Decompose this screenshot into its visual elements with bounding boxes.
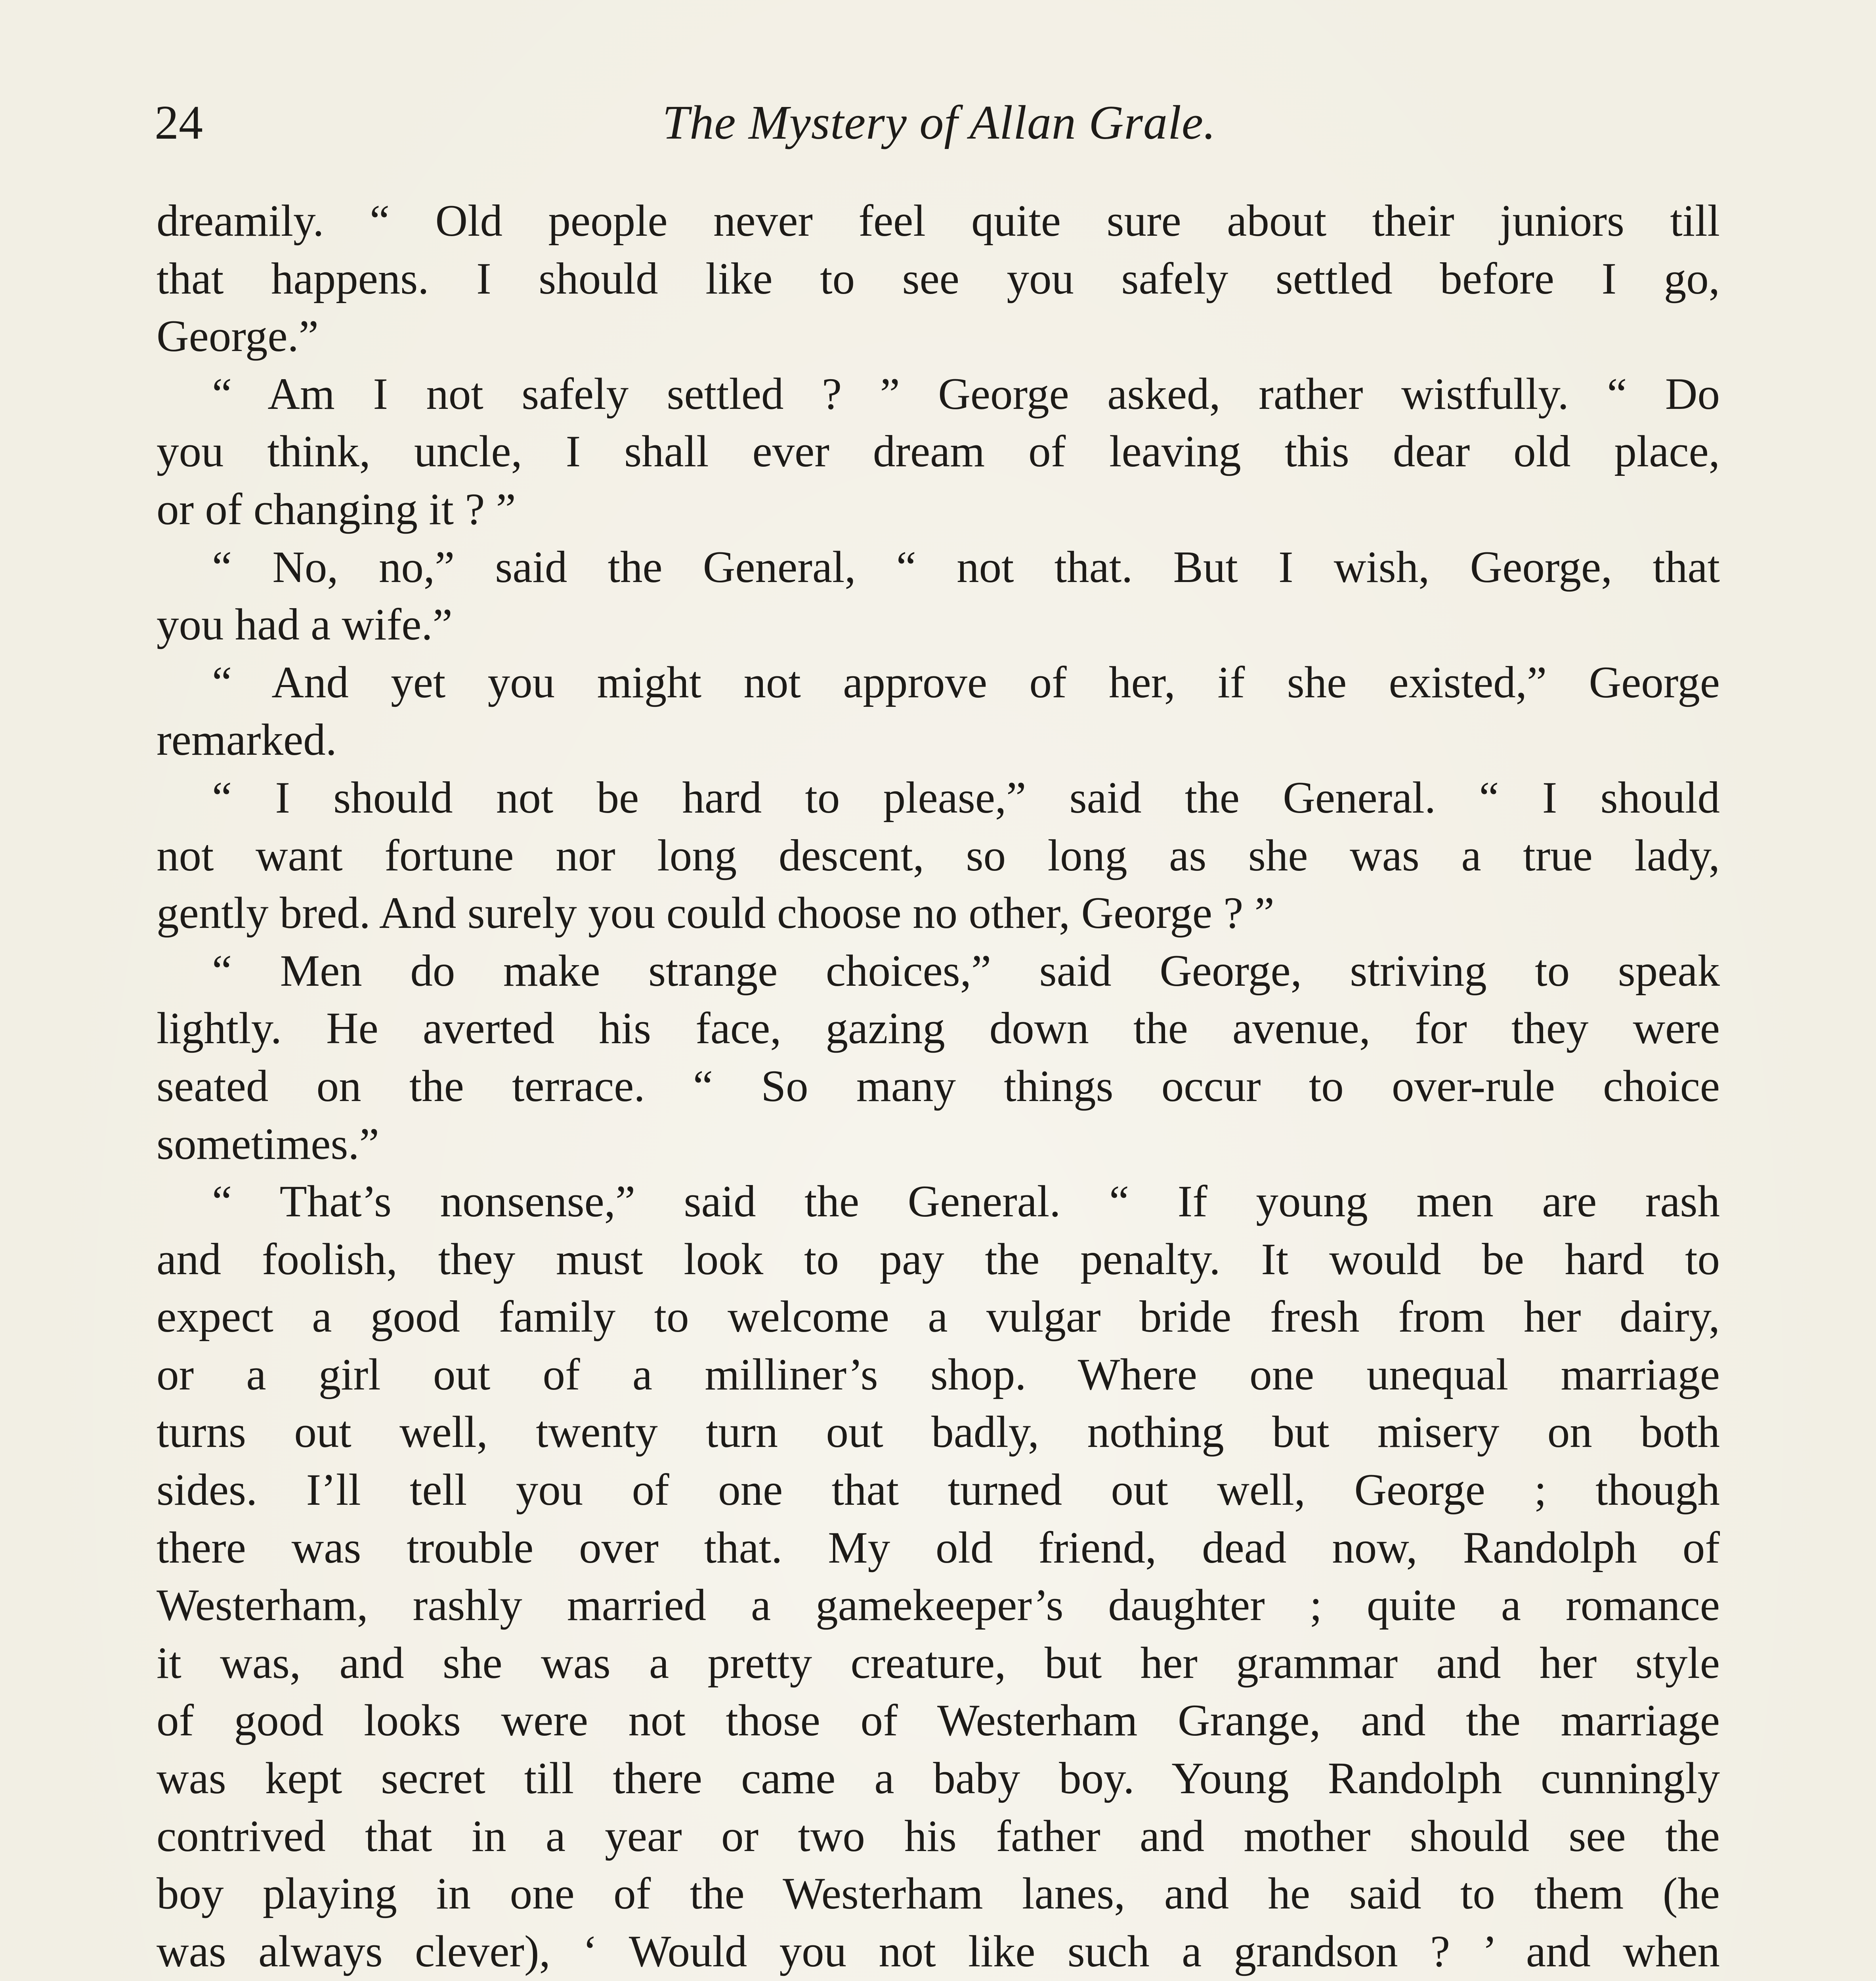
text-line: sides. I’ll tell you of one that turned out well, George ; though bbox=[157, 1465, 1720, 1515]
text-line: contrived that in a year or two his father and mother should see the bbox=[157, 1811, 1720, 1861]
text-line: “ No, no,” said the General, “ not that. But I wish, George, that bbox=[212, 542, 1720, 592]
text-line: was always clever), ‘ Would you not like such a grandson ? ’ and when bbox=[157, 1926, 1720, 1976]
text-line: of good looks were not those of Westerham Grange, and the marriage bbox=[157, 1696, 1720, 1746]
text-line: George.” bbox=[157, 311, 319, 361]
text-line: “ Am I not safely settled ? ” George asked, rather wistfully. “ Do bbox=[212, 369, 1720, 419]
text-line: remarked. bbox=[157, 715, 337, 765]
text-line: “ I should not be hard to please,” said the General. “ I should bbox=[212, 773, 1720, 823]
page-number: 24 bbox=[155, 96, 203, 149]
text-line: lightly. He averted his face, gazing down the avenue, for they were bbox=[157, 1004, 1720, 1053]
text-line: it was, and she was a pretty creature, but her grammar and her style bbox=[157, 1638, 1720, 1688]
text-line: or a girl out of a milliner’s shop. Where one unequal marriage bbox=[157, 1349, 1720, 1399]
text-line: seated on the terrace. “ So many things occur to over-rule choice bbox=[157, 1061, 1720, 1111]
text-line: boy playing in one of the Westerham lanes, and he said to them (he bbox=[157, 1869, 1720, 1919]
page-header bbox=[155, 83, 1724, 162]
text-line: you think, uncle, I shall ever dream of leaving this dear old place, bbox=[157, 427, 1720, 477]
text-line: there was trouble over that. My old friend, dead now, Randolph of bbox=[157, 1523, 1720, 1573]
text-line: turns out well, twenty turn out badly, nothing but misery on both bbox=[157, 1407, 1720, 1457]
text-line: that happens. I should like to see you safely settled before I go, bbox=[157, 254, 1720, 303]
text-line: Westerham, rashly married a gamekeeper’s daughter ; quite a romance bbox=[157, 1580, 1720, 1630]
body-text bbox=[157, 192, 1720, 1981]
text-line: was kept secret till there came a baby boy. Young Randolph cunningly bbox=[157, 1754, 1720, 1804]
text-line: “ Men do make strange choices,” said George, striving to speak bbox=[212, 946, 1720, 996]
text-line: “ That’s nonsense,” said the General. “ If young men are rash bbox=[212, 1177, 1720, 1227]
text-line: sometimes.” bbox=[157, 1119, 379, 1169]
text-line: dreamily. “ Old people never feel quite sure about their juniors till bbox=[157, 196, 1720, 246]
running-title: The Mystery of Allan Grale. bbox=[662, 96, 1216, 149]
text-line: or of changing it ? ” bbox=[157, 484, 516, 534]
text-line: “ And yet you might not approve of her, if she existed,” George bbox=[212, 657, 1720, 707]
text-line: expect a good family to welcome a vulgar bride fresh from her dairy, bbox=[157, 1292, 1720, 1342]
text-line: you had a wife.” bbox=[157, 600, 453, 650]
text-line: and foolish, they must look to pay the penalty. It would be hard to bbox=[157, 1234, 1720, 1284]
text-line: gently bred. And surely you could choose no other, George ? ” bbox=[157, 888, 1274, 938]
text-line: not want fortune nor long descent, so long as she was a true lady, bbox=[157, 830, 1720, 880]
